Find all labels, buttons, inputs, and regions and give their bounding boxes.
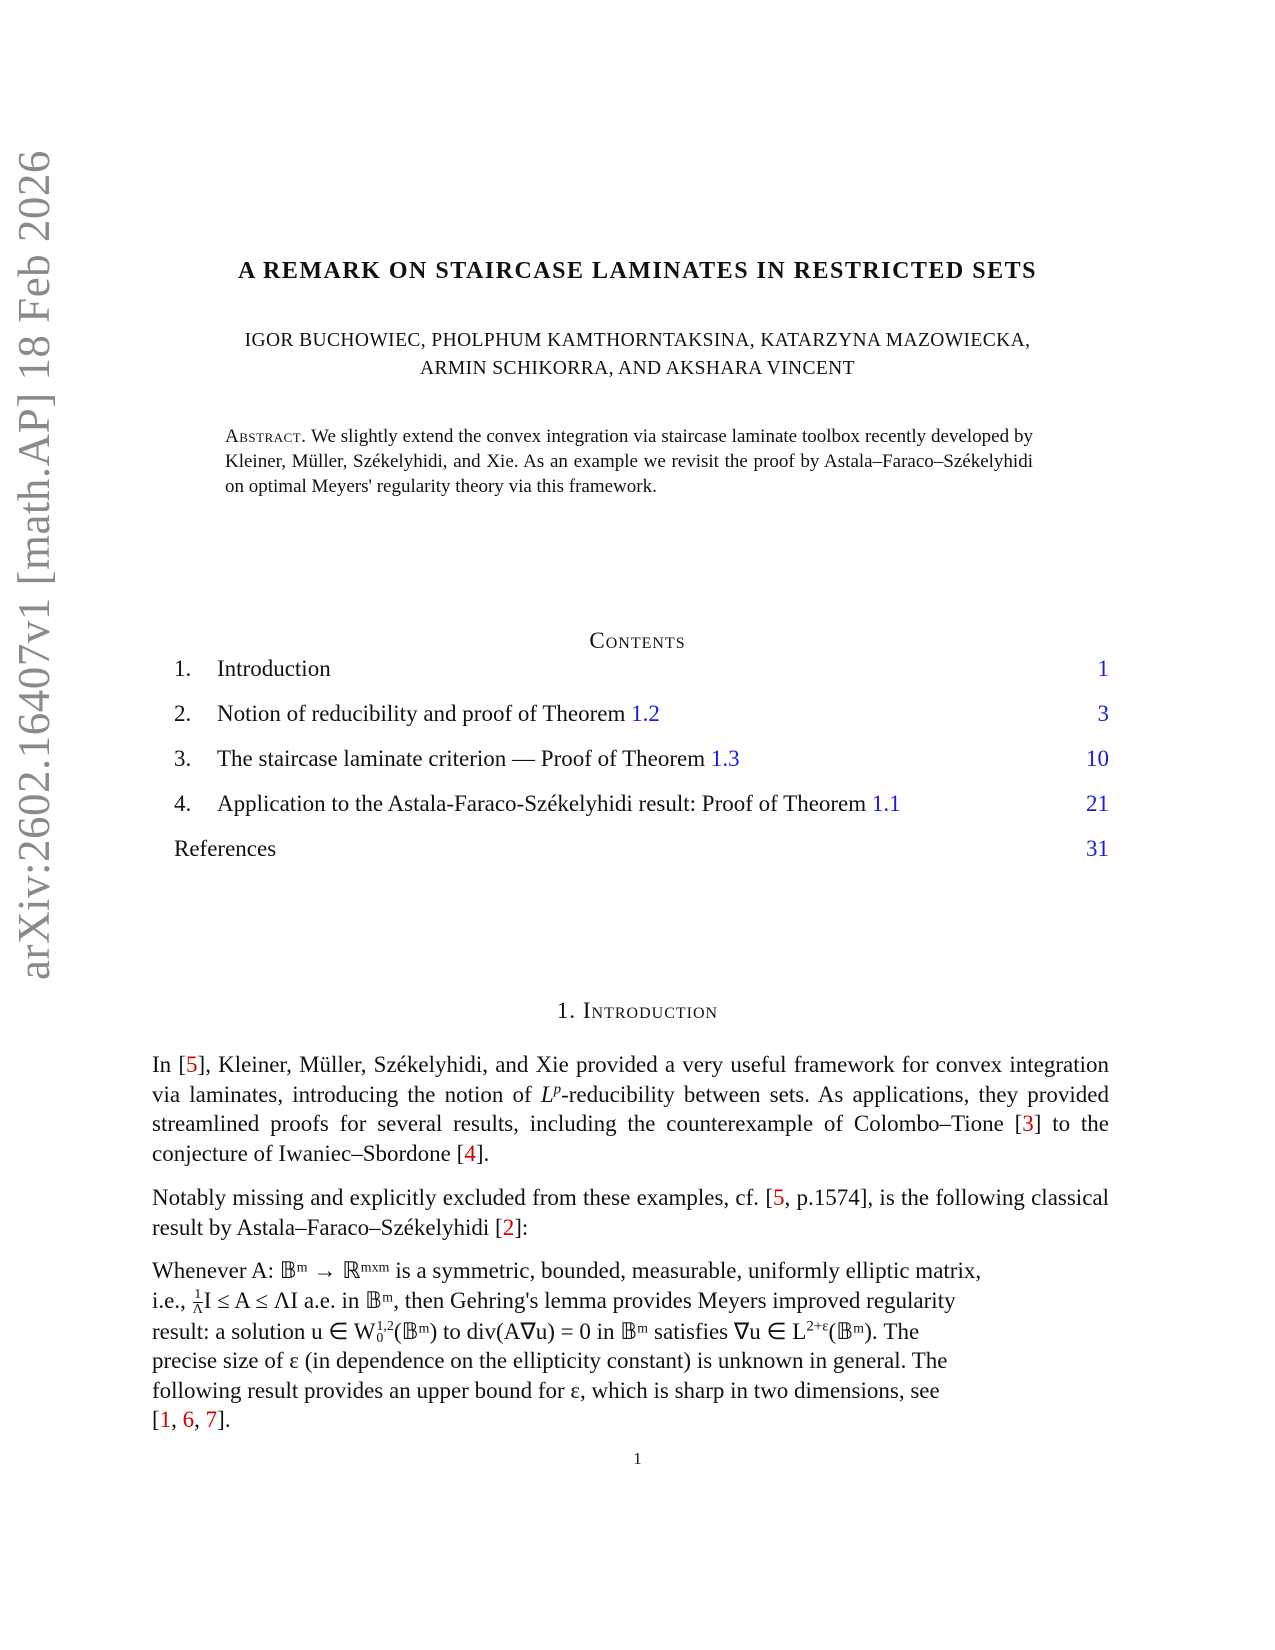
toc-entry-references[interactable] (174, 836, 1109, 866)
toc-number: 1. (174, 656, 192, 681)
theorem-ref-link[interactable]: 1.2 (631, 701, 660, 726)
toc-label: The staircase laminate criterion — Proof of Theorem 1.3 (217, 746, 740, 771)
citation-link[interactable]: 3 (1022, 1111, 1034, 1136)
contents-heading: Contents (589, 628, 686, 653)
author-line-2: ARMIN SCHIKORRA, AND AKSHARA VINCENT (420, 358, 855, 379)
p3-line-5: following result provides an upper bound for ε, which is sharp in two dimensions, see (152, 1377, 940, 1403)
citation-link[interactable]: 1 (159, 1407, 172, 1433)
citation-link[interactable]: 5 (186, 1052, 198, 1077)
abstract (225, 424, 1033, 499)
citation-link[interactable]: 5 (773, 1185, 785, 1210)
toc-number: 4. (174, 791, 192, 816)
p3-line-4: precise size of ε (in dependence on the ellipticity constant) is unknown in general. The (152, 1348, 948, 1374)
intro-paragraph-1: In [5], Kleiner, Müller, Székelyhidi, and Xie provided a very useful framework for convex integration via laminates, introducing the notion of $L^p$-reducibility between sets. As applications, they provided streamlined proofs for several results, including the counterexample of Colombo–Tione [3] to the conjecture of Iwaniec–Sbordone [4]. (152, 1052, 1109, 1166)
toc-page-link[interactable]: 1 (1097, 656, 1109, 681)
paper-title: A REMARK ON STAIRCASE LAMINATES IN RESTRICTED SETS (238, 258, 1037, 284)
toc-entry-reducibility[interactable] (174, 701, 1109, 731)
toc-number: 2. (174, 701, 192, 726)
citation-link[interactable]: 4 (464, 1140, 476, 1166)
abstract-text: We slightly extend the convex integration via staircase laminate toolbox recently developed by Kleiner, Müller, Székelyhidi, and Xie. As an example we revisit the proof by Astala–Faraco–Székelyhidi on optimal Meyers' regularity theory via this framework. (225, 426, 1033, 497)
author-line-1: IGOR BUCHOWIEC, PHOLPHUM KAMTHORNTAKSINA, KATARZYNA MAZOWIECKA, (244, 330, 1031, 351)
toc-label: References (174, 836, 277, 861)
citation-link[interactable]: 7 (205, 1407, 218, 1433)
section-heading-introduction: 1. Introduction (556, 998, 719, 1023)
toc-page-link[interactable]: 31 (1086, 836, 1109, 861)
arxiv-sidebar-stamp: arXiv:2602.16407v1 [math.AP] 18 Feb 2026 (9, 150, 59, 980)
toc-page-link[interactable]: 3 (1097, 701, 1109, 726)
page-number: 1 (633, 1449, 642, 1468)
fraction-one-over-lambda: $\frac{1}{\Lambda}$ (192, 1286, 203, 1317)
intro-paragraph-2: Notably missing and explicitly excluded from these examples, cf. [5, p.1574], is the following classical result by Astala–Faraco–Székelyhidi [2]: (152, 1185, 1110, 1240)
toc-label: Introduction (217, 656, 331, 681)
toc-entry-introduction[interactable] (174, 656, 1109, 686)
toc-entry-staircase[interactable] (174, 746, 1109, 776)
intro-paragraph-3 (152, 1256, 1109, 1435)
toc-page-link[interactable]: 21 (1086, 791, 1109, 816)
abstract-label: Abstract. (225, 426, 307, 447)
toc-label: Application to the Astala-Faraco-Székelyhidi result: Proof of Theorem 1.1 (217, 791, 901, 816)
p3-line-2: i.e., $\frac{1}{\Lambda}$ I ≤ A ≤ ΛI a.e. in 𝔹ᵐ, then Gehring's lemma provides Meyers improved regularity (152, 1286, 956, 1317)
author-list (0, 327, 1275, 383)
citation-link[interactable]: 2 (502, 1214, 515, 1240)
toc-entry-application[interactable] (174, 791, 1109, 821)
theorem-ref-link[interactable]: 1.1 (871, 791, 901, 816)
theorem-ref-link[interactable]: 1.3 (710, 746, 740, 771)
citation-link[interactable]: 6 (182, 1407, 195, 1433)
toc-label: Notion of reducibility and proof of Theorem 1.2 (217, 701, 660, 726)
p3-line-3: result: a solution u ∈ W 1,2 0 (𝔹ᵐ) to div(A∇u) = 0 in 𝔹ᵐ satisfies ∇u ∈ $L^{2+\varepsilon}(𝔹ᵐ)$. The (152, 1318, 920, 1347)
p3-line-6: [1, 6, 7]. (152, 1407, 231, 1433)
toc-number: 3. (174, 746, 192, 771)
toc-page-link[interactable]: 10 (1086, 746, 1109, 771)
p3-line-1: Whenever A: 𝔹ᵐ → ℝᵐˣᵐ is a symmetric, bounded, measurable, uniformly elliptic matrix, (152, 1258, 982, 1283)
